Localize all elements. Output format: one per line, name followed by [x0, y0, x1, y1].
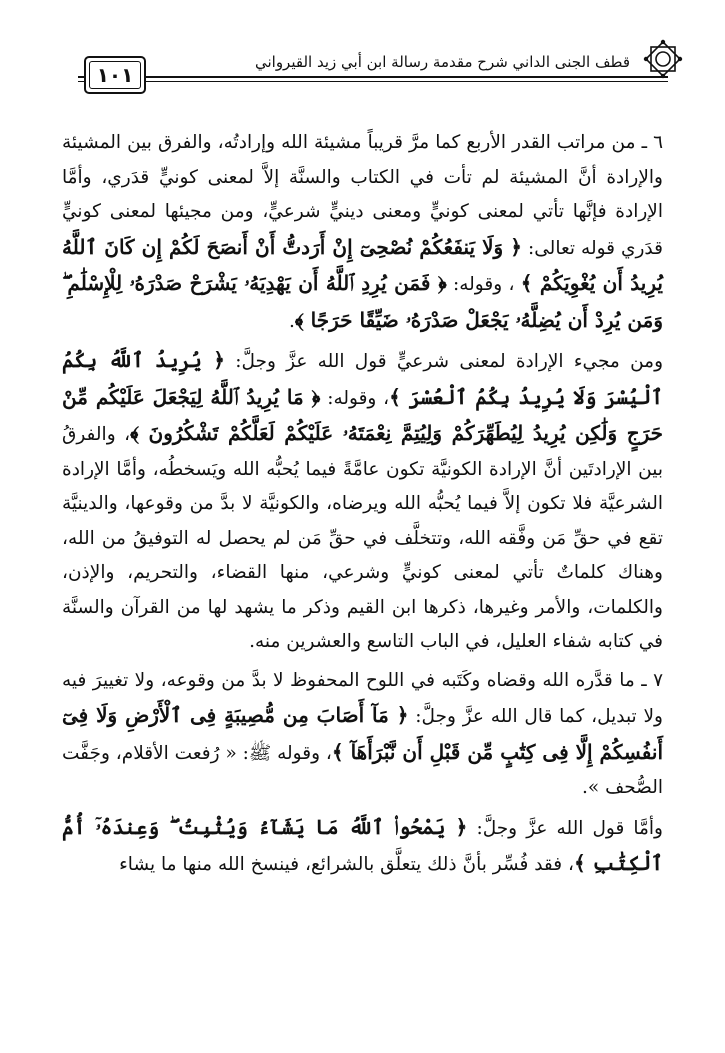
paragraph-text: ٦ ـ من مراتب القدر الأربع كما مرَّ قريباً مشيئة الله وإرادتُه، والفرق بين المشيئة والإرادة أنَّ المشيئة لم تأت في الكتاب والسنَّة إلاَّ لمعنى كونيٍّ قدَري، وأمَّا الإرادة فإنَّها تأتي لمعنى كونيٍّ ومعنى دينيٍّ شرعيٍّ، ومن مجيئها لمعنى كونيٍّ قدَري قوله تعالى:	[62, 132, 663, 259]
paragraph-text: وأمَّا قول الله عزَّ وجلَّ:	[467, 817, 663, 839]
paragraph-text: ، وقوله:	[446, 274, 521, 295]
quran-verse: ﴿ يَمْحُوا۟ ٱللَّهُ مَا يَشَآءُ وَيُثْبِتُ ۖ وَعِندَهُۥٓ أُمُّ ٱلْكِتَٰبِ ﴾	[62, 814, 663, 875]
paragraph-text: ، والفرقُ بين الإرادتَين أنَّ الإرادة الكونيَّة تكون عامَّةً فيما يُحبُّه الله ويَسخطُه، وأمَّا الإرادة الشرعيَّة فلا تكون إلاَّ فيما يُحبُّه الله ويرضاه، والكونيَّة لا بدَّ من وقوعها، والدينيَّة تقع في حقِّ مَن وفَّقه الله، وتتخلَّف في حقِّ مَن لم يحصل له التوفيقُ من الله، وهناك كلماتٌ تأتي لمعنى كونيٍّ وشرعي، منها القضاء، والتحريم، والإذن، والكلمات، والأمر وغيرها، ذكرها ابن القيم وذكر ما يشهد لها من القرآن والسنَّة في كتابه شفاء العليل، في الباب التاسع والعشرين منه.	[62, 424, 663, 652]
paragraph-p-shari	[62, 343, 663, 660]
paragraph-text: ومن مجيء الإرادة لمعنى شرعيٍّ قول الله عزَّ وجلَّ:	[224, 351, 663, 372]
page-header	[78, 44, 668, 96]
paragraph-text: ، فقد فُسِّر بأنَّ ذلك يتعلَّق بالشرائع، فينسخ الله منها ما يشاء	[119, 854, 574, 875]
quran-verse: ﴿ مَآ أَصَابَ مِن مُّصِيبَةٍ فِى ٱلْأَرْضِ وَلَا فِىٓ أَنفُسِكُمْ إِلَّا فِى كِتَٰبٍ مِّن قَبْلِ أَن نَّبْرَأَهَآ ﴾	[62, 703, 663, 764]
paragraph-p7	[62, 664, 663, 806]
paragraph-text: ٧ ـ ما قدَّره الله وقضاه وكَتَبه في اللوح المحفوظ لا بدَّ من وقوعه، ولا تغييرَ فيه ولا تبديل، كما قال الله عزَّ وجلَّ:	[62, 669, 663, 727]
header-rule-thin	[78, 81, 668, 82]
paragraph-text: .	[288, 310, 295, 332]
header-rule	[78, 76, 668, 78]
page-number: ١٠١	[84, 56, 146, 94]
paragraph-text: ، وقوله ﷺ: « رُفعت الأقلام، وجَفَّت الصُّحف ».	[62, 742, 663, 798]
paragraph-p6	[62, 126, 663, 339]
paragraph-p-mahw	[62, 810, 663, 883]
quran-verse: ﴿ وَلَا يَنفَعُكُمْ نُصْحِىٓ إِنْ أَرَدتُّ أَنْ أَنصَحَ لَكُمْ إِن كَانَ ٱللَّهُ يُرِيدُ أَن يُغْوِيَكُمْ ﴾	[62, 234, 663, 295]
quran-verse: ﴿ مَا يُرِيدُ ٱللَّهُ لِيَجْعَلَ عَلَيْكُم مِّنْ حَرَجٍ وَلَٰكِن يُرِيدُ لِيُطَهِّرَكُمْ وَلِيُتِمَّ نِعْمَتَهُۥ عَلَيْكُمْ لَعَلَّكُمْ تَشْكُرُونَ ﴾	[62, 384, 664, 445]
quran-verse: ﴿ فَمَن يُرِدِ ٱللَّهُ أَن يَهْدِيَهُۥ يَشْرَحْ صَدْرَهُۥ لِلْإِسْلَٰمِ ۖ وَمَن يُرِدْ أَن يُضِلَّهُۥ يَجْعَلْ صَدْرَهُۥ ضَيِّقًا حَرَجًا ﴾	[62, 271, 663, 332]
running-title: قطف الجنى الداني شرح مقدمة رسالة ابن أبي زيد القيرواني	[254, 53, 630, 71]
body-text	[62, 126, 663, 887]
paragraph-text: ، وقوله:	[320, 387, 390, 409]
quran-verse: ﴿ يُرِيدُ ٱللَّهُ بِكُمُ ٱلْيُسْرَ وَلَا يُرِيدُ بِكُمُ ٱلْعُسْرَ ﴾	[62, 348, 663, 409]
